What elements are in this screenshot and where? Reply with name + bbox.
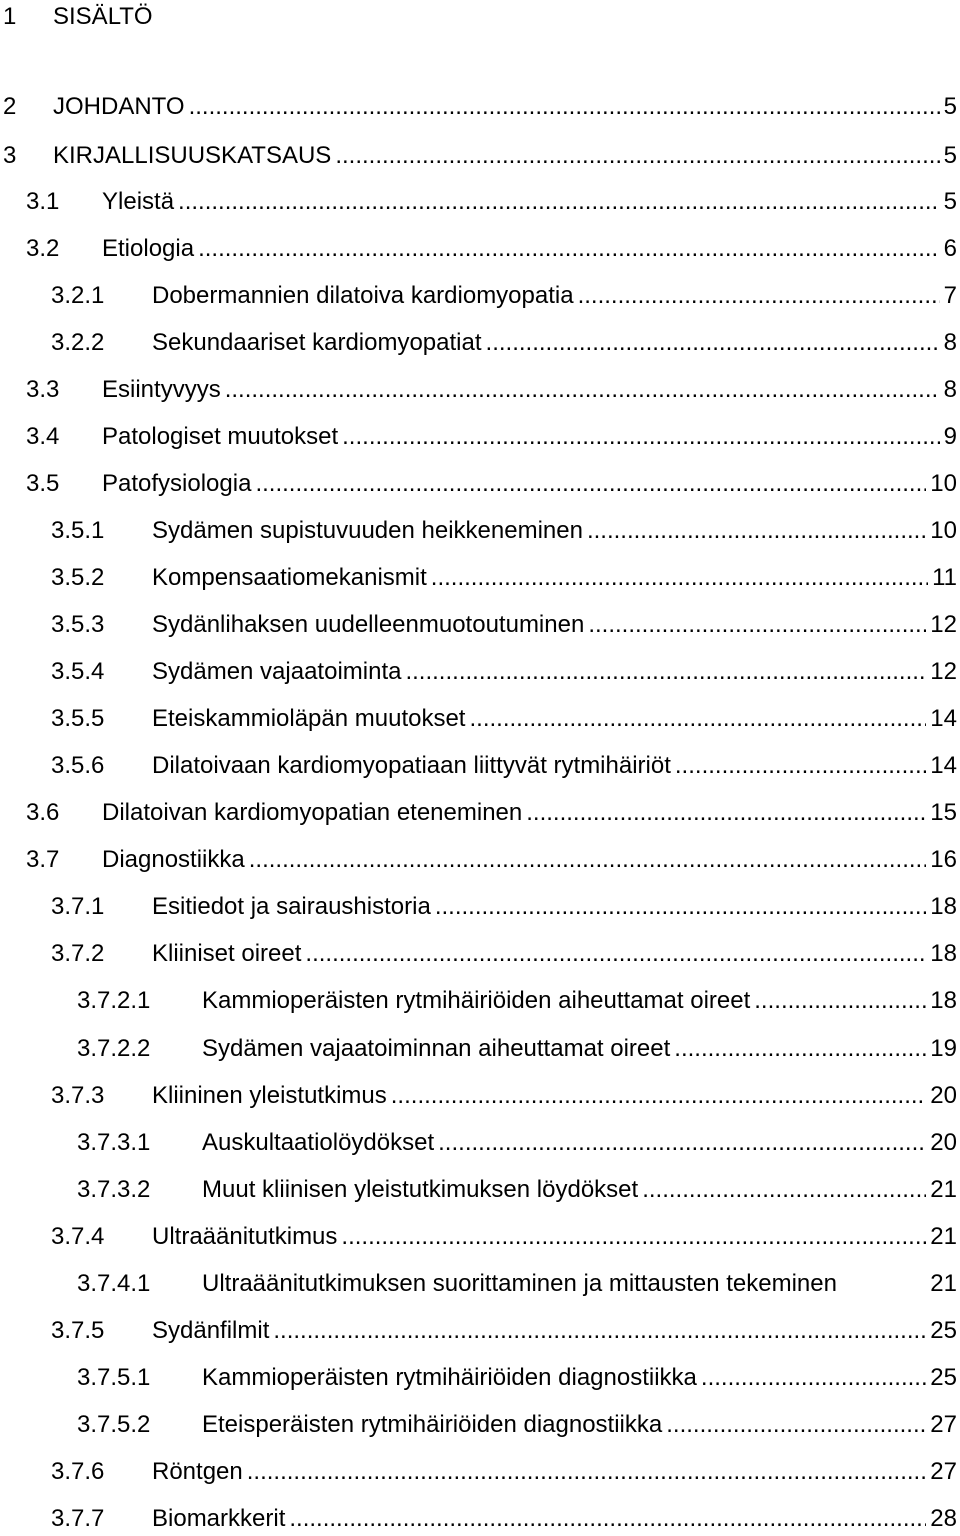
toc-dot-leader: [273, 1314, 926, 1348]
toc-entry-title: Esitiedot ja sairaushistoria: [152, 893, 431, 920]
toc-entry-title: Diagnostiikka: [102, 846, 245, 873]
toc-entry[interactable]: [51, 1455, 957, 1489]
toc-entry-page-number: 5: [943, 188, 957, 215]
toc-dot-leader: [469, 702, 926, 736]
toc-entry-page-number: 8: [943, 329, 957, 356]
toc-entry-title: Esiintyvyys: [102, 376, 221, 403]
toc-entry-number: 3: [3, 142, 17, 169]
toc-entry-title: Kliiniset oireet: [152, 940, 302, 967]
toc-dot-leader: [255, 467, 926, 501]
toc-entry-page-number: 21: [930, 1223, 957, 1250]
toc-entry[interactable]: [77, 1267, 957, 1301]
toc-entry-number: 3.4: [26, 423, 60, 450]
toc-dot-leader: [486, 326, 940, 360]
toc-entry-number: 3.6: [26, 799, 60, 826]
toc-entry-title: Sydänlihaksen uudelleenmuotoutuminen: [152, 611, 585, 638]
toc-entry-title: Dilatoivaan kardiomyopatiaan liittyvät rytmihäiriöt: [152, 752, 671, 779]
toc-entry[interactable]: [26, 796, 957, 830]
toc-entry-page-number: 12: [930, 658, 957, 685]
toc-entry-number: 3.5.6: [51, 752, 105, 779]
toc-dot-leader: [435, 890, 926, 924]
toc-entry-number: 3.3: [26, 376, 60, 403]
toc-entry-number: 3.7.3.2: [77, 1176, 151, 1203]
toc-entry[interactable]: [3, 90, 957, 124]
toc-entry-number: 3.7.7: [51, 1505, 105, 1532]
toc-entry[interactable]: [51, 561, 957, 595]
toc-entry-number: 3.7.4.1: [77, 1270, 151, 1297]
toc-dot-leader: [247, 1455, 927, 1489]
toc-entry-page-number: 20: [930, 1129, 957, 1156]
toc-dot-leader: [178, 185, 940, 219]
toc-entry-number: 3.2: [26, 235, 60, 262]
toc-entry-page-number: 27: [930, 1411, 957, 1438]
toc-entry-number: 3.5.5: [51, 705, 105, 732]
toc-entry-title: Eteisperäisten rytmihäiriöiden diagnostiikka: [202, 1411, 663, 1438]
toc-entry[interactable]: [77, 1173, 957, 1207]
toc-heading: [0, 0, 153, 34]
toc-dot-leader: [438, 1126, 926, 1160]
toc-entry-page-number: 18: [930, 893, 957, 920]
toc-entry-title: Kammioperäisten rytmihäiriöiden aiheuttamat oireet: [202, 987, 751, 1014]
toc-entry[interactable]: [51, 1079, 957, 1113]
toc-entry-page-number: 10: [930, 470, 957, 497]
toc-dot-leader: [587, 514, 926, 548]
toc-entry-title: Yleistä: [102, 188, 175, 215]
toc-entry-title: Patofysiologia: [102, 470, 252, 497]
toc-entry-page-number: 6: [943, 235, 957, 262]
toc-entry[interactable]: [51, 1314, 957, 1348]
toc-dot-leader: [341, 1220, 926, 1254]
toc-entry[interactable]: [77, 1361, 957, 1395]
toc-entry-number: 3.7.3.1: [77, 1129, 151, 1156]
toc-entry-number: 3.5.4: [51, 658, 105, 685]
toc-entry-title: Dobermannien dilatoiva kardiomyopatia: [152, 282, 574, 309]
toc-dot-leader: [642, 1173, 926, 1207]
toc-entry-title: Röntgen: [152, 1458, 243, 1485]
toc-dot-leader: [701, 1361, 926, 1395]
toc-entry-title: Eteiskammioläpän muutokset: [152, 705, 466, 732]
toc-heading-number: 1: [3, 3, 17, 30]
toc-entry-number: 3.2.1: [51, 282, 105, 309]
toc-entry-number: 3.5.2: [51, 564, 105, 591]
toc-heading-title: SISÄLTÖ: [53, 3, 153, 30]
toc-entry-page-number: 14: [930, 705, 957, 732]
toc-entry[interactable]: [77, 1408, 957, 1442]
toc-dot-leader: [588, 608, 926, 642]
toc-entry-page-number: 11: [932, 564, 957, 591]
toc-entry-page-number: 19: [930, 1035, 957, 1062]
toc-entry-number: 3.2.2: [51, 329, 105, 356]
toc-dot-leader: [305, 937, 926, 971]
toc-entry-title: Sydämen vajaatoiminta: [152, 658, 402, 685]
toc-entry[interactable]: [51, 749, 957, 783]
toc-entry-page-number: 7: [943, 282, 957, 309]
toc-entry-title: Patologiset muutokset: [102, 423, 339, 450]
toc-entry-number: 2: [3, 93, 17, 120]
toc-dot-leader: [225, 373, 940, 407]
toc-entry[interactable]: [77, 1032, 957, 1066]
toc-dot-leader: [431, 561, 928, 595]
toc-entry-page-number: 28: [930, 1505, 957, 1532]
toc-entry[interactable]: [51, 1220, 957, 1254]
toc-entry-number: 3.7.6: [51, 1458, 105, 1485]
toc-entry-page-number: 20: [930, 1082, 957, 1109]
toc-dot-leader: [754, 984, 926, 1018]
toc-entry[interactable]: [77, 1126, 957, 1160]
toc-entry-title: Kammioperäisten rytmihäiriöiden diagnostiikka: [202, 1364, 697, 1391]
toc-entry-title: Ultraäänitutkimuksen suorittaminen ja mittausten tekeminen: [202, 1270, 837, 1297]
toc-entry[interactable]: [51, 655, 957, 689]
toc-entry-page-number: 10: [930, 517, 957, 544]
toc-dot-leader: [335, 139, 939, 173]
toc-entry[interactable]: [51, 326, 957, 360]
toc-dot-leader: [578, 279, 940, 313]
toc-entry-page-number: 12: [930, 611, 957, 638]
toc-entry-title: Sydänfilmit: [152, 1317, 270, 1344]
toc-entry-number: 3.5: [26, 470, 60, 497]
toc-dot-leader: [405, 655, 926, 689]
toc-entry-page-number: 18: [930, 940, 957, 967]
toc-entry-number: 3.1: [26, 188, 60, 215]
toc-entry-number: 3.5.1: [51, 517, 105, 544]
toc-dot-leader: [198, 232, 940, 266]
toc-entry-page-number: 5: [943, 93, 957, 120]
toc-dot-leader: [675, 749, 926, 783]
toc-dot-leader: [674, 1032, 926, 1066]
toc-entry-number: 3.5.3: [51, 611, 105, 638]
toc-entry[interactable]: [51, 608, 957, 642]
toc-entry-title: Kompensaatiomekanismit: [152, 564, 427, 591]
toc-dot-leader: [666, 1408, 926, 1442]
toc-entry[interactable]: [26, 373, 957, 407]
toc-entry-number: 3.7.4: [51, 1223, 105, 1250]
toc-entry-title: Kliininen yleistutkimus: [152, 1082, 387, 1109]
toc-entry-number: 3.7.5.1: [77, 1364, 151, 1391]
toc-dot-leader: [249, 843, 927, 877]
toc-entry-page-number: 21: [930, 1176, 957, 1203]
toc-entry-title: Etiologia: [102, 235, 195, 262]
toc-entry[interactable]: [51, 279, 957, 313]
toc-entry[interactable]: [51, 702, 957, 736]
toc-entry[interactable]: [51, 890, 957, 924]
toc-entry-title: Auskultaatiolöydökset: [202, 1129, 435, 1156]
toc-entry-title: KIRJALLISUUSKATSAUS: [53, 142, 332, 169]
toc-entry-title: Muut kliinisen yleistutkimuksen löydökset: [202, 1176, 639, 1203]
toc-entry-number: 3.7.2.1: [77, 987, 151, 1014]
toc-entry-number: 3.7.3: [51, 1082, 105, 1109]
toc-entry[interactable]: [26, 185, 957, 219]
toc-entry[interactable]: [51, 514, 957, 548]
toc-entry[interactable]: [26, 420, 957, 454]
toc-entry-page-number: 25: [930, 1317, 957, 1344]
toc-entry-page-number: 5: [943, 142, 957, 169]
toc-entry-page-number: 16: [930, 846, 957, 873]
toc-dot-leader: [526, 796, 926, 830]
toc-entry-number: 3.7.1: [51, 893, 105, 920]
toc-entry[interactable]: [77, 984, 957, 1018]
toc-entry-title: Dilatoivan kardiomyopatian eteneminen: [102, 799, 523, 826]
toc-entry[interactable]: [26, 467, 957, 501]
toc-entry-page-number: 9: [943, 423, 957, 450]
toc-entry[interactable]: [51, 937, 957, 971]
toc-entry-number: 3.7: [26, 846, 60, 873]
toc-entry-page-number: 15: [930, 799, 957, 826]
toc-entry-page-number: 21: [930, 1270, 957, 1297]
toc-entry[interactable]: [26, 232, 957, 266]
toc-entry[interactable]: [26, 843, 957, 877]
toc-entry-number: 3.7.5.2: [77, 1411, 151, 1438]
toc-entry-page-number: 27: [930, 1458, 957, 1485]
toc-dot-leader: [342, 420, 940, 454]
toc-entry-title: Biomarkkerit: [152, 1505, 286, 1532]
toc-entry-title: Sydämen vajaatoiminnan aiheuttamat oireet: [202, 1035, 671, 1062]
toc-entry-title: Sydämen supistuvuuden heikkeneminen: [152, 517, 583, 544]
toc-entry-title: Ultraäänitutkimus: [152, 1223, 338, 1250]
toc-entry-page-number: 18: [930, 987, 957, 1014]
toc-entry-number: 3.7.2.2: [77, 1035, 151, 1062]
toc-entry-number: 3.7.5: [51, 1317, 105, 1344]
toc-dot-leader: [189, 90, 940, 124]
toc-entry-page-number: 14: [930, 752, 957, 779]
toc-entry-title: JOHDANTO: [53, 93, 185, 120]
toc-entry-page-number: 25: [930, 1364, 957, 1391]
toc-entry[interactable]: [3, 139, 957, 173]
toc-entry-title: Sekundaariset kardiomyopatiat: [152, 329, 482, 356]
toc-entry-number: 3.7.2: [51, 940, 105, 967]
toc-entry-page-number: 8: [943, 376, 957, 403]
toc-dot-leader: [391, 1079, 927, 1113]
